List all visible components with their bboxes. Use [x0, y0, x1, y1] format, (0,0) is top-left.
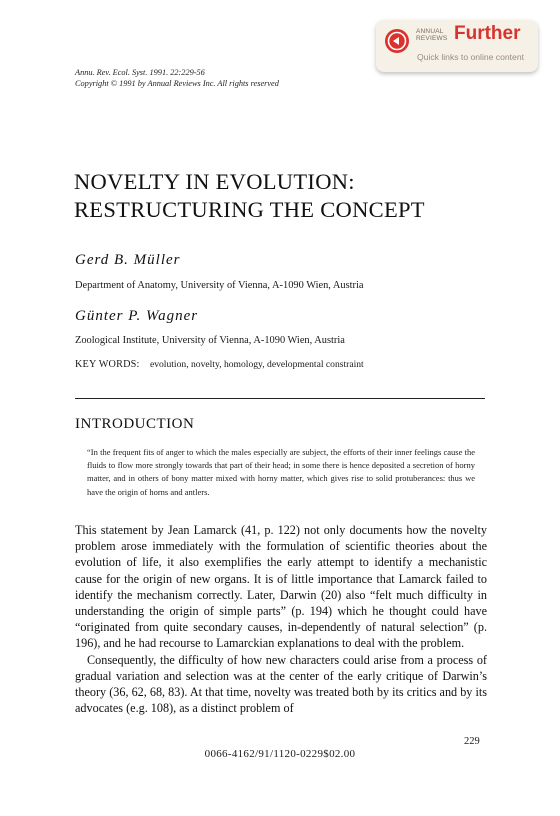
keywords: [75, 359, 364, 370]
keywords-list: evolution, novelty, homology, developmental constraint: [149, 359, 364, 370]
copyright-line: Copyright © 1991 by Annual Reviews Inc. All rights reserved: [75, 79, 279, 88]
author-affiliation: Department of Anatomy, University of Vienna, A-1090 Wien, Austria: [75, 280, 364, 291]
journal-citation: Annu. Rev. Ecol. Syst. 1991. 22:229-56: [75, 68, 205, 77]
paragraph: This statement by Jean Lamarck (41, p. 122) not only documents how the novelty problem arose immediately with the formulation of scientific theories about the evolution of life, it also exemplifies the early attempt to identify a mechanistic cause for the origin of new organs. It is of little importance that Lamarck failed to identify the mechanism correctly. Later, Darwin (20) also “felt much difficulty in understanding the origin of simple parts” (p. 194) which he thought could have “originated from quite secondary causes, in-dependently of natural selection” (p. 196), and he had recourse to Lamarckian explanations to deal with the problem.: [75, 523, 487, 651]
keywords-label: KEY WORDS:: [75, 359, 140, 370]
annual-reviews-wordmark: ANNUAL REVIEWS: [416, 28, 448, 42]
quote-text: “In the frequent fits of anger to which the males especially are subject, the efforts of their inner feelings cause the fluids to flow more strongly towards that part of their head; in some there is hence deposited a secretion of horny matter, and in others of bony matter mixed with horny matter, which gives rise to solid protuberances: thus we have the origin of horns and antlers.: [87, 447, 475, 497]
author-affiliation: Zoological Institute, University of Vienna, A-1090 Wien, Austria: [75, 335, 345, 346]
article-code: 0066-4162/91/1120-0229$02.00: [204, 748, 356, 760]
author-name: Günter P. Wagner: [75, 308, 199, 324]
title-line-1: NOVELTY IN EVOLUTION:: [74, 169, 355, 194]
annual-reviews-logo-icon: [385, 29, 409, 53]
further-tagline[interactable]: Quick links to online content: [417, 52, 525, 62]
author-name: Gerd B. Müller: [75, 252, 181, 268]
epigraph-quote: [87, 446, 475, 499]
further-wordmark: Further: [454, 23, 521, 44]
article-title: [74, 168, 425, 224]
further-badge[interactable]: [376, 20, 538, 72]
paragraph: Consequently, the difficulty of how new characters could arise from a process of gradual variation and selection was at the center of the early critique of Darwin’s theory (36, 62, 68, 83). At that time, novelty was treated both by its critics and by its advocates (e.g. 108), as a distinct problem of: [75, 652, 487, 716]
body-text: [75, 522, 487, 716]
section-heading: INTRODUCTION: [75, 416, 195, 432]
title-line-2: RESTRUCTURING THE CONCEPT: [74, 197, 425, 222]
page-number: 229: [464, 736, 480, 747]
section-divider: [75, 398, 485, 399]
